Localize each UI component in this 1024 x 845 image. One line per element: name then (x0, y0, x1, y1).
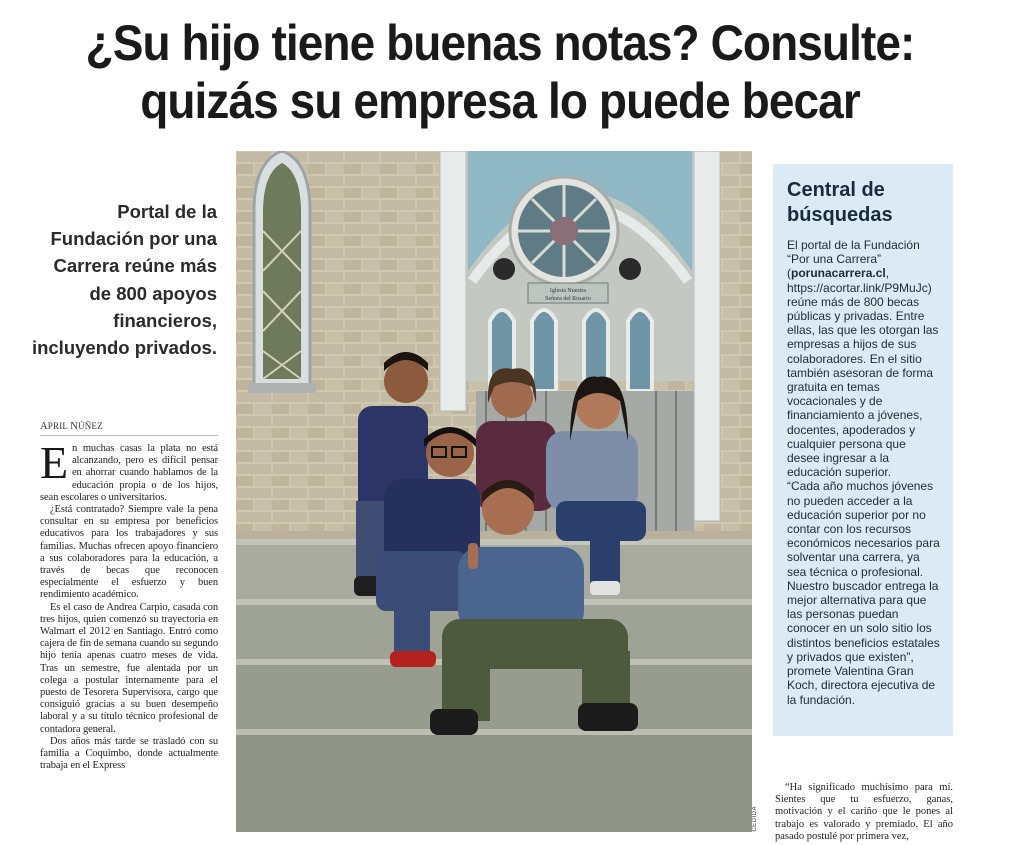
article-continuation (775, 782, 953, 843)
sidebar-title: Central de búsquedas (787, 179, 893, 226)
article-body (40, 437, 218, 772)
church-sign-line-1: Iglesia Nuestra (549, 288, 587, 294)
article-paragraph: En muchas casas la plata no está alcanzando, pero es difícil pensar en ahorrar cuando hablamos de la educación propia o de los hijos, sean escolares o universitarios. (40, 437, 218, 503)
drop-cap: E (40, 437, 68, 488)
photo-illustration (236, 151, 752, 832)
article-paragraph: “Ha significado muchísimo para mí. Sientes que tu esfuerzo, ganas, motivación y el cariño que le pones al trabajo es valorado y premiado. El año pasado postulé por primera vez, (775, 782, 953, 842)
headline (40, 14, 960, 130)
byline: APRIL NÚÑEZ (40, 421, 218, 436)
church-sign-line-2: Señora del Rosario (545, 296, 591, 302)
sidebar-box (773, 164, 953, 736)
article-paragraph: Es el caso de Andrea Carpio, casada con tres hijos, quien comenzó su trayectoria en Walmart el 2012 en Santiago. Entró como cajera de fin de semana cuando su segundo hijo tenía apenas cuatro meses de vida. Tras un semestre, fue alentada por un colega a postular internamente para el puesto de Tesorera Supervisora, cargo que consiguió gracias a su buen desempeño laboral y a su título técnico profesional de contadora general. (40, 601, 218, 735)
family-photo (236, 151, 752, 832)
sidebar-quote: “Cada año muchos jóvenes no pueden acceder a la educación superior por no contar con los recursos económicos necesarios para solventar una carrera, ya sea técnica o profesional. Nuestro buscador entrega la mejor alternativa para que las personas puedan conocer en un solo sitio los distintos beneficios estatales y privados que existen”, promete Valentina Gran Koch, directora ejecutiva de la fundación. (787, 479, 940, 707)
photo-credit: CEDIDA (752, 806, 758, 832)
headline-line-1: ¿Su hijo tiene buenas notas? Consulte: (85, 15, 915, 71)
article-paragraph: ¿Está contratado? Siempre vale la pena consultar en su empresa por beneficios educativos para los trabajadores y sus familias. Muchas ofrecen apoyo financiero a sus colaboradores para la educación, a través de becas que reconocen especialmente el esfuerzo y buen rendimiento académico. (40, 504, 218, 601)
article-paragraph: Dos años más tarde se trasladó con su familia a Coquimbo, donde actualmente trabaja en el Express (40, 735, 218, 772)
sidebar-text: El portal de la Fundación “Por una Carrera” (porunacarrera.cl, https://acortar.link/P9MuJc) reúne más de 800 becas públicas y privadas. Entre ellas, las que les otorgan las empresas a hijos de sus colaboradores. En el sitio también asesoran de forma gratuita en temas vocacionales y de financiamiento a jóvenes, docentes, apoderados y cualquier persona que desee ingresar a la educación superior. “Cada año muchos jóvenes no pueden acceder a la educación superior por no contar con los recursos económicos necesarios para solventar una carrera, ya sea técnica o profesional. Nuestro buscador entrega la mejor alternativa para que las personas puedan conocer en un solo sitio los distintos beneficios estatales y privados que existen”, promete Valentina Gran Koch, directora ejecutiva de la fundación. (787, 238, 940, 707)
headline-line-2: quizás su empresa lo puede becar (140, 73, 860, 129)
deck-subtitle: Portal de la Fundación por una Carrera reúne más de 800 apoyos financieros, incluyendo privados. (31, 201, 217, 359)
sidebar-link: porunacarrera.cl (791, 266, 886, 281)
